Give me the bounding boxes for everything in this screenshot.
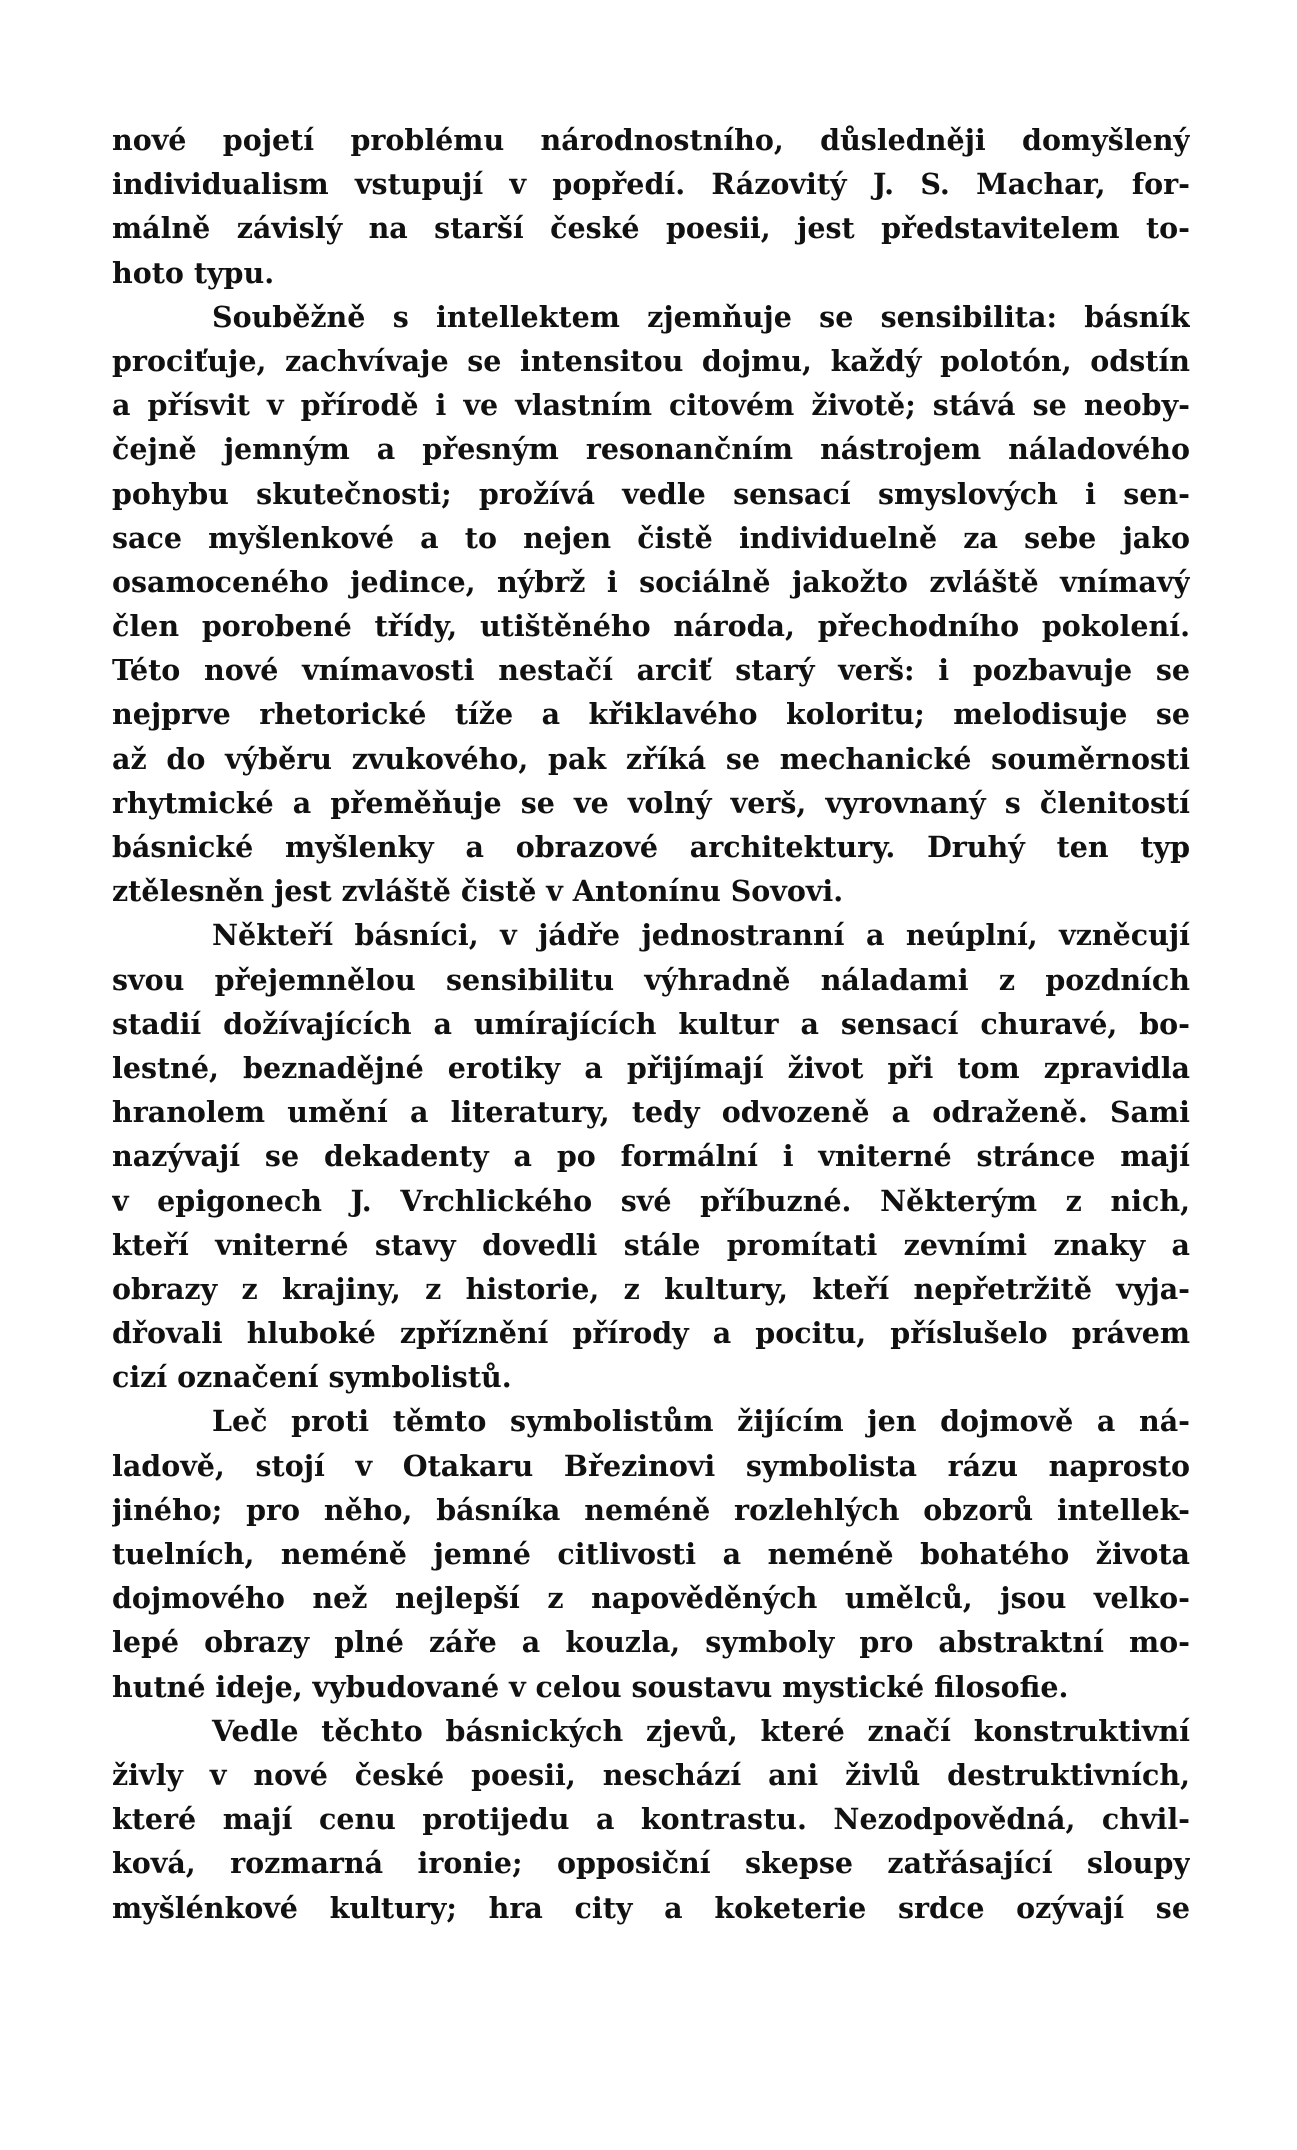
text-line: prociťuje, zachvívaje se intensitou dojmu, každý polotón, odstín <box>112 343 1190 378</box>
text-line: kteří vniterné stavy dovedli stále promítati zevními znaky a <box>112 1227 1190 1262</box>
text-line: Této nové vnímavosti nestačí arciť starý verš: i pozbavuje se <box>112 653 1190 688</box>
text-line: individualism vstupují v popředí. Rázovitý J. S. Machar, for- <box>112 167 1190 202</box>
text-line: hutné ideje, vybudované v celou soustavu mystické filosofie. <box>112 1669 1069 1704</box>
text-line: lestné, beznadějné erotiky a přijímají život při tom zpravidla <box>112 1050 1190 1085</box>
text-line: stadií dožívajících a umírajících kultur a sensací churavé, bo- <box>112 1006 1190 1041</box>
text-line: v epigonech J. Vrchlického své příbuzné. Některým z nich, <box>112 1183 1190 1218</box>
text-line: básnické myšlenky a obrazové architektury. Druhý ten typ <box>112 830 1190 864</box>
text-line: jiného; pro něho, básníka neméně rozlehlých obzorů intellek- <box>112 1492 1190 1527</box>
text-line: tuelních, neméně jemné citlivosti a neméně bohatého života <box>112 1537 1190 1571</box>
text-line: málně závislý na starší české poesii, jest představitelem to- <box>112 211 1190 246</box>
text-line: Leč proti těmto symbolistům žijícím jen dojmově a ná- <box>212 1404 1190 1439</box>
text-line: sace myšlenkové a to nejen čistě individuelně za sebe jako <box>112 520 1190 555</box>
text-line: dojmového než nejlepší z napověděných umělců, jsou velko- <box>112 1581 1190 1616</box>
text-line: myšlénkové kultury; hra city a koketerie srdce ozývají se <box>112 1890 1190 1925</box>
text-line: svou přejemnělou sensibilitu výhradně náladami z pozdních <box>112 962 1190 997</box>
text-line: dřovali hluboké zpříznění přírody a pocitu, příslušelo právem <box>112 1316 1190 1351</box>
text-line: cizí označení symbolistů. <box>112 1360 512 1395</box>
text-line: hranolem umění a literatury, tedy odvozeně a odraženě. Sami <box>112 1095 1190 1130</box>
text-line: rhytmické a přeměňuje se ve volný verš, vyrovnaný s členitostí <box>112 785 1190 820</box>
text-line: lepé obrazy plné záře a kouzla, symboly pro abstraktní mo- <box>112 1625 1190 1660</box>
text-line: ladově, stojí v Otakaru Březinovi symbolista rázu naprosto <box>112 1448 1190 1483</box>
text-line: osamoceného jedince, nýbrž i sociálně jakožto zvláště vnímavý <box>112 564 1190 599</box>
text-line: Vedle těchto básnických zjevů, které značí konstruktivní <box>212 1713 1190 1748</box>
text-line: které mají cenu protijedu a kontrastu. Nezodpovědná, chvil- <box>112 1802 1190 1837</box>
text-line: ková, rozmarná ironie; opposiční skepse zatřásající sloupy <box>112 1846 1190 1881</box>
text-line: ztělesněn jest zvláště čistě v Antonínu Sovovi. <box>112 874 844 909</box>
text-line: až do výběru zvukového, pak zříká se mechanické souměrnosti <box>112 741 1190 776</box>
text-line: obrazy z krajiny, z historie, z kultury, kteří nepřetržitě vyja- <box>112 1271 1190 1306</box>
text-line: nazývají se dekadenty a po formální i vniterné stránce mají <box>112 1139 1190 1174</box>
text-line: nové pojetí problému národnostního, důsledněji domyšlený <box>112 123 1190 157</box>
text-line: pohybu skutečnosti; prožívá vedle sensací smyslových i sen- <box>112 476 1190 511</box>
text-line: Souběžně s intellektem zjemňuje se sensibilita: básník <box>212 299 1190 334</box>
text-line: Někteří básníci, v jádře jednostranní a neúplní, vzněcují <box>212 918 1190 953</box>
text-line: nejprve rhetorické tíže a křiklavého koloritu; melodisuje se <box>112 697 1190 732</box>
text-line: čejně jemným a přesným resonančním nástrojem náladového <box>112 432 1190 467</box>
text-line: živly v nové české poesii, neschází ani živlů destruktivních, <box>112 1757 1190 1792</box>
text-line: a přísvit v přírodě i ve vlastním citovém životě; stává se neoby- <box>112 388 1190 423</box>
page-text <box>112 118 1190 1930</box>
text-line: člen porobené třídy, utištěného národa, přechodního pokolení. <box>112 609 1190 644</box>
text-line: hoto typu. <box>112 255 275 290</box>
